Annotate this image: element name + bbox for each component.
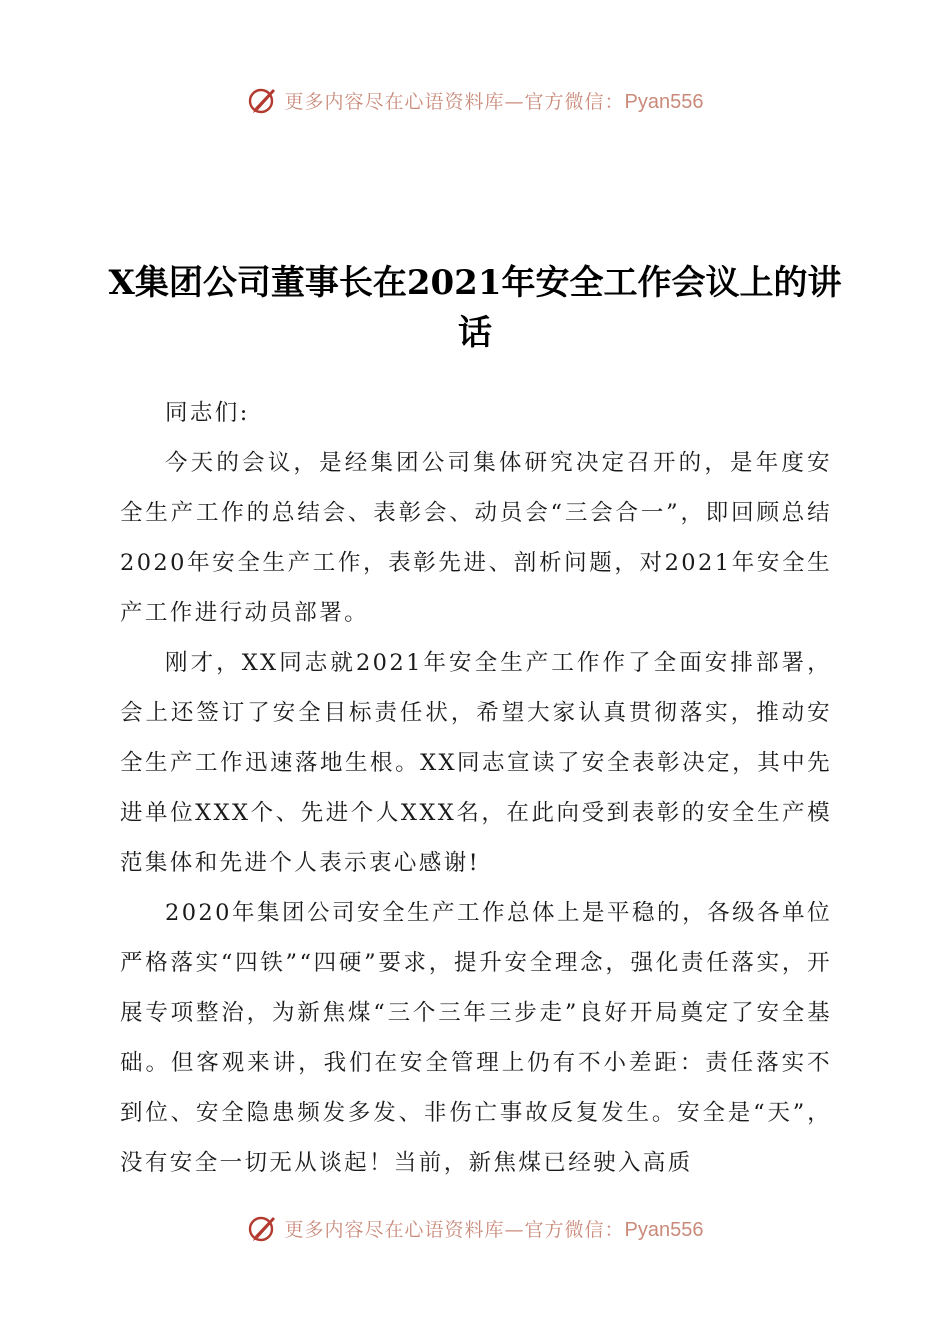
body-paragraph: 2020年集团公司安全生产工作总体上是平稳的，各级各单位严格落实“四铁”“四硬”要求，提升安全理念，强化责任落实，开展专项整治，为新焦煤“三个三年三步走”良好开局奠定了安全基础。但客观来讲，我们在安全管理上仍有不小差距：责任落实不到位、安全隐患频发多发、非伤亡事故反复发生。安全是“天”，没有安全一切无从谈起！当前，新焦煤已经驶入高质: [120, 900, 832, 1176]
watermark-handle: Pyan556: [624, 1218, 704, 1241]
watermark-header: [0, 84, 950, 116]
body-paragraph: 刚才，XX同志就2021年安全生产工作作了全面安排部署，会上还签订了安全目标责任状，希望大家认真贯彻落实，推动安全生产工作迅速落地生根。XX同志宣读了安全表彰决定，其中先进单位XXX个、先进个人XXX名，在此向受到表彰的安全生产模范集体和先进个人表示衷心感谢!: [120, 650, 832, 876]
watermark-footer: [0, 1212, 950, 1244]
quill-pen-logo-icon: [247, 84, 279, 116]
watermark-handle: Pyan556: [624, 90, 704, 113]
watermark-text: 更多内容尽在心语资料库—官方微信：Pyan556: [284, 90, 704, 113]
document-title: X集团公司董事长在2021年安全工作会议上的讲话: [108, 263, 842, 353]
document-body: [120, 388, 832, 1188]
quill-pen-logo-icon: [247, 1212, 279, 1244]
body-paragraph: 今天的会议，是经集团公司集体研究决定召开的，是年度安全生产工作的总结会、表彰会、动员会“三会合一”，即回顾总结2020年安全生产工作，表彰先进、剖析问题，对2021年安全生产工作进行动员部署。: [120, 450, 832, 626]
salutation-paragraph: 同志们:: [165, 400, 250, 426]
watermark-text: 更多内容尽在心语资料库—官方微信：Pyan556: [284, 1218, 704, 1241]
